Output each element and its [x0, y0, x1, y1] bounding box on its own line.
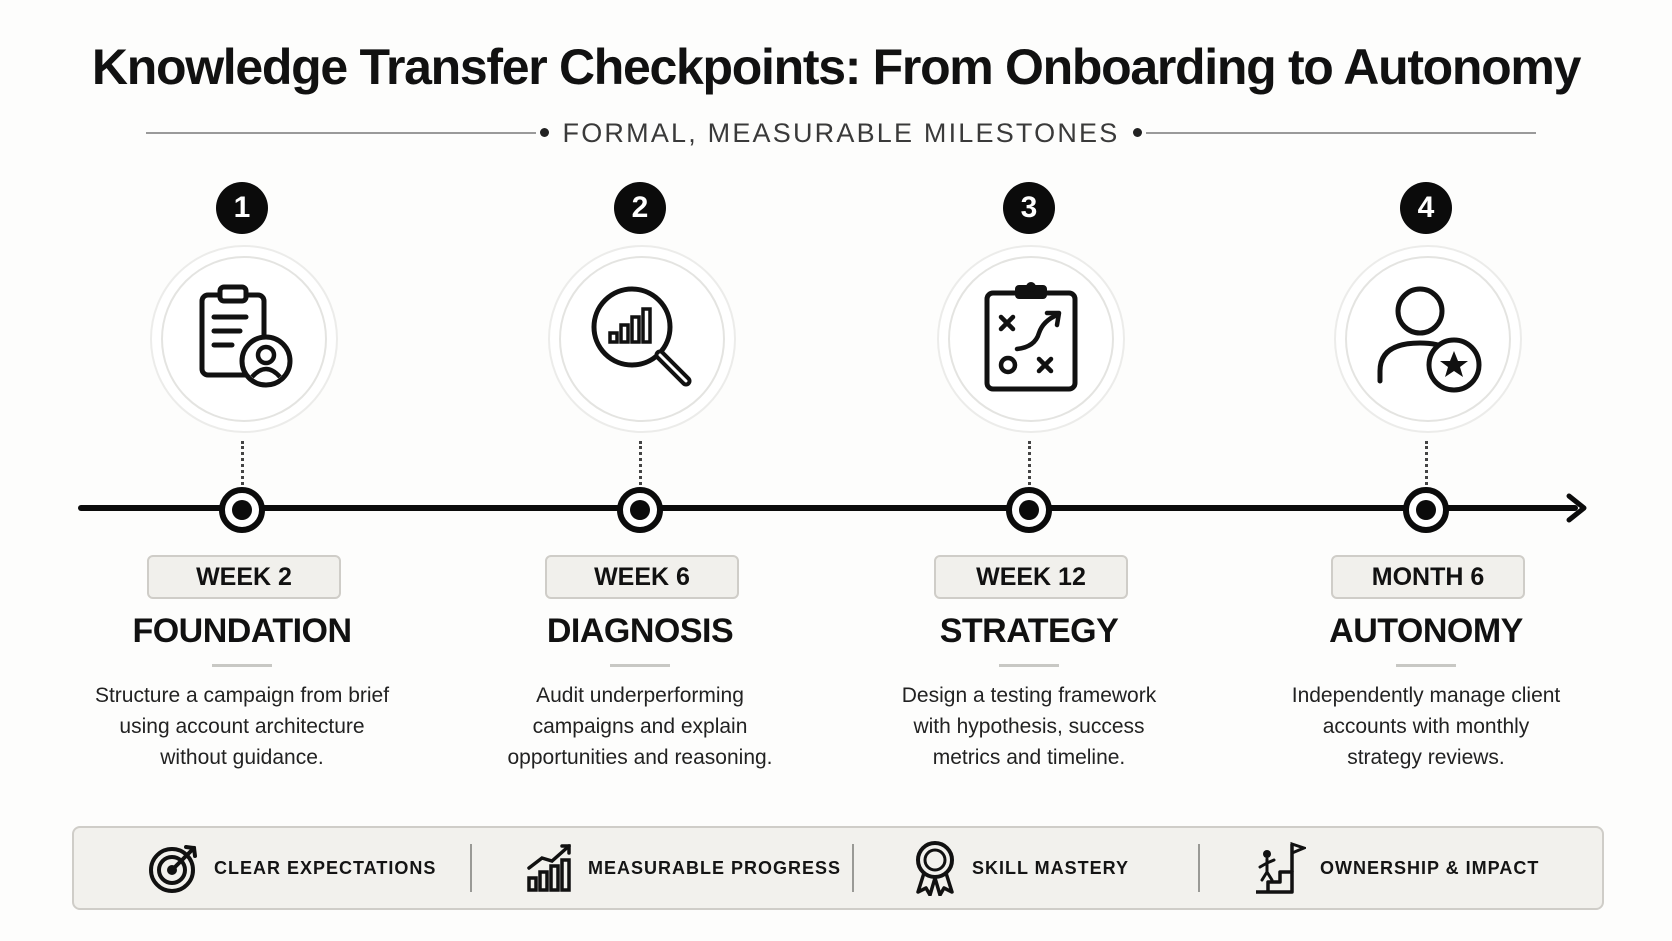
milestone-strategy [849, 0, 1209, 780]
milestone-connector [1425, 441, 1428, 485]
milestone-connector [639, 441, 642, 485]
description-line: accounts with monthly [1322, 715, 1530, 738]
milestone-rule [212, 664, 272, 667]
description-line: Design a testing framework [901, 684, 1157, 707]
value-skill-mastery [912, 828, 1129, 908]
milestone-description [849, 680, 1209, 773]
description-line: without guidance. [160, 746, 324, 769]
milestone-timeframe: WEEK 12 [934, 555, 1128, 599]
milestone-connector [241, 441, 244, 485]
milestone-timeframe: MONTH 6 [1331, 555, 1525, 599]
milestone-name: STRATEGY [939, 612, 1119, 650]
description-line: Audit underperforming [536, 684, 744, 707]
bar-divider [470, 844, 472, 892]
growth-chart-icon [526, 842, 574, 894]
milestone-name: DIAGNOSIS [546, 612, 734, 650]
description-line: opportunities and reasoning. [507, 746, 773, 769]
description-line: strategy reviews. [1347, 746, 1505, 769]
milestone-timeframe: WEEK 2 [147, 555, 341, 599]
milestone-timeframe: WEEK 6 [545, 555, 739, 599]
value-label: CLEAR EXPECTATIONS [214, 857, 437, 878]
milestone-connector [1028, 441, 1031, 485]
description-line: with hypothesis, success [913, 715, 1145, 738]
milestone-icon-ring [937, 245, 1125, 433]
milestone-description [1246, 680, 1606, 773]
value-clear-expectations [148, 828, 436, 908]
milestone-name: AUTONOMY [1329, 612, 1523, 650]
timeline-node [1403, 487, 1449, 533]
page-title: Knowledge Transfer Checkpoints: From Onboarding to Autonomy [91, 39, 1581, 95]
timeline-node [1006, 487, 1052, 533]
value-measurable-progress [526, 828, 841, 908]
subtitle: FORMAL, MEASURABLE MILESTONES [562, 118, 1120, 148]
milestone-number: 4 [1400, 182, 1452, 234]
milestone-description [62, 680, 422, 773]
milestone-number: 3 [1003, 182, 1055, 234]
value-label: MEASURABLE PROGRESS [588, 857, 842, 878]
stairs-flag-icon [1254, 840, 1306, 896]
description-line: Independently manage client [1291, 684, 1561, 707]
bar-divider [1198, 844, 1200, 892]
milestone-rule [999, 664, 1059, 667]
timeline-node [617, 487, 663, 533]
milestone-icon-ring [150, 245, 338, 433]
description-line: campaigns and explain [532, 715, 748, 738]
value-label: OWNERSHIP & IMPACT [1320, 857, 1540, 878]
milestone-description [460, 680, 820, 773]
target-icon [148, 842, 200, 894]
milestone-rule [610, 664, 670, 667]
user-star-icon [1368, 277, 1488, 397]
milestone-autonomy [1246, 0, 1606, 780]
strategy-clipboard-icon [971, 277, 1091, 397]
values-bar [72, 826, 1604, 910]
milestone-foundation [62, 0, 422, 780]
milestone-icon-ring [1334, 245, 1522, 433]
clipboard-user-icon [184, 277, 304, 397]
milestone-number: 1 [216, 182, 268, 234]
description-line: metrics and timeline. [932, 746, 1126, 769]
description-line: using account architecture [119, 715, 365, 738]
timeline-node [219, 487, 265, 533]
milestone-name: FOUNDATION [132, 612, 352, 650]
milestone-diagnosis [460, 0, 820, 780]
milestone-number: 2 [614, 182, 666, 234]
milestone-icon-ring [548, 245, 736, 433]
magnifier-chart-icon [582, 277, 702, 397]
description-line: Structure a campaign from brief [94, 684, 390, 707]
value-ownership-impact [1254, 828, 1539, 908]
bar-divider [852, 844, 854, 892]
milestone-rule [1396, 664, 1456, 667]
value-label: SKILL MASTERY [972, 857, 1130, 878]
award-ribbon-icon [912, 840, 958, 896]
